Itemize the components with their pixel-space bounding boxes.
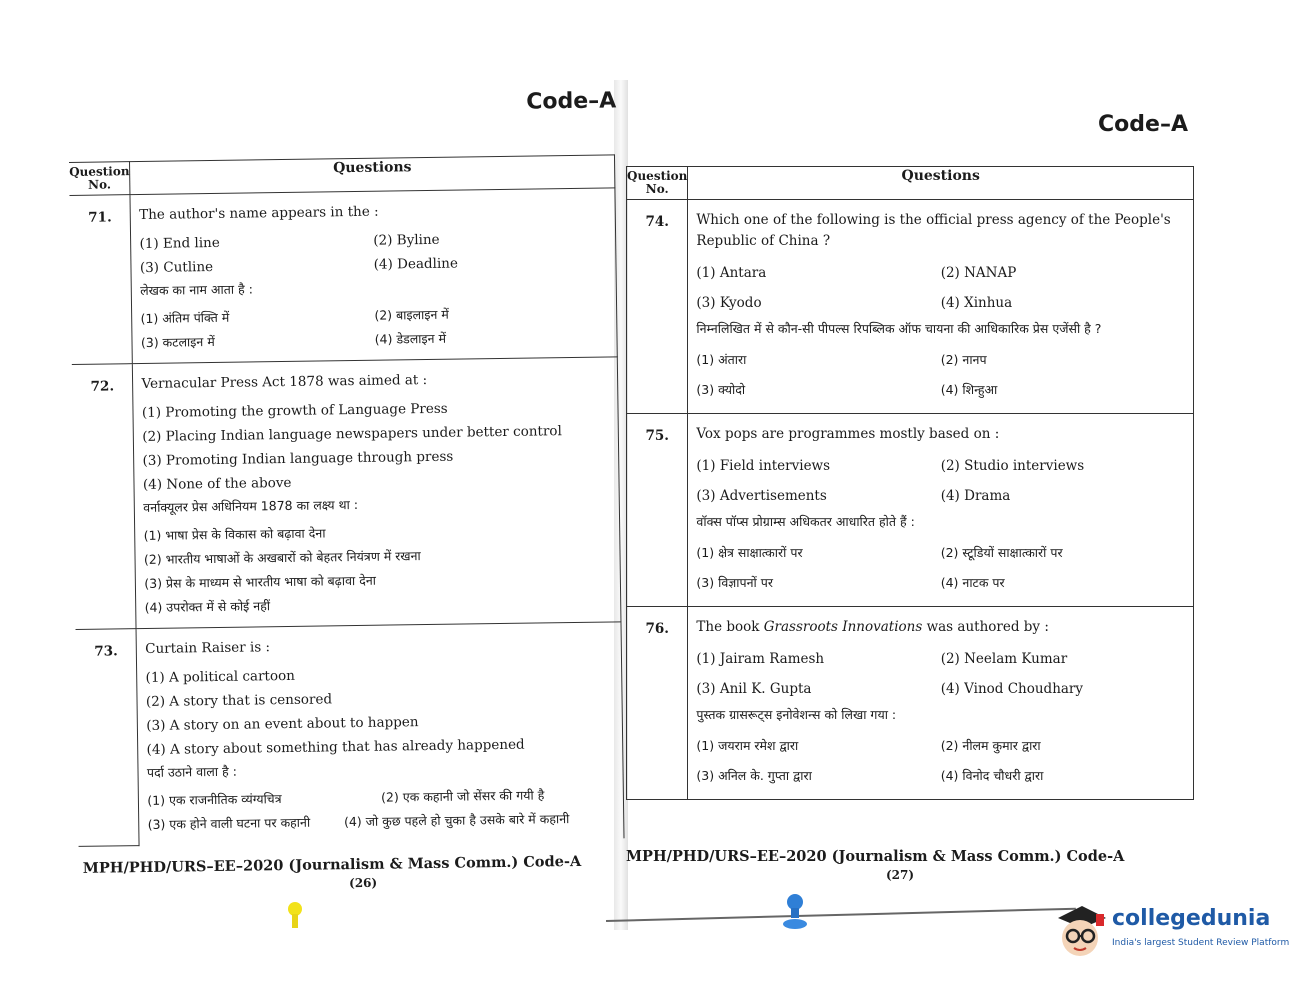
- option: (2) Byline: [373, 231, 440, 249]
- option: (3) Cutline: [139, 258, 214, 277]
- option: (4) Drama: [940, 488, 1011, 504]
- hindi-option: (2) नानप: [940, 352, 987, 367]
- right-code-label: Code–A: [1098, 112, 1188, 137]
- table-edge-line: [606, 908, 1076, 922]
- hindi-option: (1) जयराम रमेश द्वारा: [696, 738, 799, 753]
- hindi-option: (2) नीलम कुमार द्वारा: [940, 738, 1041, 753]
- question-stem: Which one of the following is the official press agency of the People's Republic of China ?: [696, 212, 1171, 249]
- hindi-stem: लेखक का नाम आता है :: [140, 281, 253, 299]
- hindi-stem: वर्नाक्यूलर प्रेस अधिनियम 1878 का लक्ष्य था :: [143, 496, 359, 515]
- hindi-option: (2) स्टूडियों साक्षात्कारों पर: [940, 545, 1063, 560]
- option: (3) Promoting Indian language through press: [142, 448, 454, 469]
- left-page: [68, 82, 627, 900]
- option: (4) Deadline: [373, 255, 459, 273]
- option: (3) Advertisements: [696, 488, 827, 504]
- right-page: [626, 100, 1196, 890]
- question-stem: Curtain Raiser is :: [145, 639, 271, 657]
- question-row-76: [627, 607, 1194, 800]
- hindi-stem: पुस्तक ग्रासरूट्स इनोवेशन्स को लिखा गया :: [696, 707, 897, 722]
- option: (2) Studio interviews: [940, 458, 1085, 474]
- hindi-option: (4) डेडलाइन में: [374, 330, 447, 347]
- option: (4) None of the above: [142, 474, 292, 493]
- hindi-option: (3) अनिल के. गुप्ता द्वारा: [696, 768, 812, 783]
- left-code-label: Code–A: [526, 88, 617, 115]
- collegedunia-logo: [1050, 900, 1290, 962]
- hindi-option: (3) क्योदो: [696, 382, 746, 397]
- option: (1) End line: [139, 234, 220, 253]
- hindi-option: (3) कटलाइन में: [140, 333, 215, 351]
- question-stem: The author's name appears in the :: [139, 203, 379, 224]
- option: (1) A political cartoon: [145, 667, 295, 686]
- table-header: [627, 167, 1194, 200]
- option: (2) A story that is censored: [145, 691, 333, 710]
- book-title: Grassroots Innovations: [763, 619, 923, 635]
- question-number: 73.: [76, 629, 140, 846]
- option: (2) NANAP: [940, 265, 1017, 281]
- mascot-icon: [1050, 900, 1110, 962]
- question-row-71: [69, 188, 617, 365]
- hindi-option: (1) एक राजनीतिक व्यंग्यचित्र: [147, 791, 282, 808]
- logo-tagline: India's largest Student Review Platform: [1112, 938, 1290, 948]
- question-no-header: Question No.: [627, 167, 688, 200]
- right-page-number: (27): [886, 868, 915, 882]
- question-number: 71.: [69, 195, 132, 365]
- hindi-stem: निम्नलिखित में से कौन-सी पीपल्स रिपब्लिक ऑफ चायना की आधिकारिक प्रेस एजेंसी है ?: [696, 321, 1102, 336]
- yellow-pin-icon: [284, 900, 306, 930]
- option: (1) Jairam Ramesh: [696, 651, 825, 667]
- option: (4) Xinhua: [940, 295, 1013, 311]
- logo-name: collegedunia: [1112, 906, 1271, 931]
- hindi-option: (3) विज्ञापनों पर: [696, 575, 773, 590]
- option: (2) Placing Indian language newspapers under better control: [142, 423, 562, 445]
- question-row-74: [627, 200, 1194, 414]
- questions-header: Questions: [130, 155, 615, 195]
- option: (1) Field interviews: [696, 458, 831, 474]
- hindi-option: (4) विनोद चौधरी द्वारा: [940, 768, 1044, 783]
- option: (4) A story about something that has already happened: [146, 736, 525, 758]
- question-no-header: Question No.: [69, 162, 130, 196]
- right-question-table: [626, 166, 1194, 800]
- hindi-option: (2) एक कहानी जो सेंसर की गयी है: [381, 787, 545, 805]
- hindi-stem: पर्दा उठाने वाला है :: [146, 763, 237, 780]
- option: (2) Neelam Kumar: [940, 651, 1068, 667]
- question-row-73: [76, 622, 624, 846]
- question-number: 74.: [627, 200, 688, 414]
- option: (4) Vinod Choudhary: [940, 681, 1084, 697]
- blue-pin-icon: [782, 892, 808, 932]
- question-stem: The book Grassroots Innovations was authored by :: [696, 619, 1049, 635]
- left-page-number: (26): [349, 875, 378, 891]
- hindi-option: (1) अंतारा: [696, 352, 747, 367]
- option: (1) Antara: [696, 265, 767, 281]
- option: (3) Kyodo: [696, 295, 762, 311]
- questions-header: Questions: [688, 167, 1194, 200]
- left-footer: MPH/PHD/URS–EE–2020 (Journalism & Mass Comm.) Code-A: [82, 852, 582, 877]
- hindi-option: (1) क्षेत्र साक्षात्कारों पर: [696, 545, 803, 560]
- hindi-option: (3) एक होने वाली घटना पर कहानी: [147, 814, 311, 832]
- hindi-option: (4) जो कुछ पहले हो चुका है उसके बारे में कहानी: [343, 811, 570, 830]
- option: (3) A story on an event about to happen: [146, 714, 419, 734]
- left-question-table: [69, 154, 625, 846]
- question-stem: Vernacular Press Act 1878 was aimed at :: [141, 372, 428, 393]
- hindi-option: (4) उपरोक्त में से कोई नहीं: [144, 598, 271, 615]
- question-number: 76.: [627, 607, 688, 800]
- hindi-option: (2) भारतीय भाषाओं के अखबारों को बेहतर नियंत्रण में रखना: [143, 548, 421, 567]
- hindi-option: (3) प्रेस के माध्यम से भारतीय भाषा को बढ़ावा देना: [144, 572, 377, 591]
- hindi-option: (1) अंतिम पंक्ति में: [140, 309, 230, 327]
- option: (1) Promoting the growth of Language Press: [141, 400, 448, 421]
- hindi-option: (1) भाषा प्रेस के विकास को बढ़ावा देना: [143, 525, 326, 543]
- question-row-75: [627, 414, 1194, 607]
- question-number: 75.: [627, 414, 688, 607]
- question-row-72: [72, 357, 621, 630]
- question-number: 72.: [72, 364, 137, 630]
- right-footer: MPH/PHD/URS–EE–2020 (Journalism & Mass Comm.) Code-A: [626, 848, 1125, 865]
- hindi-stem: वॉक्स पॉप्स प्रोग्राम्स अधिकतर आधारित होते हैं :: [696, 514, 915, 529]
- option: (3) Anil K. Gupta: [696, 681, 812, 697]
- hindi-option: (4) नाटक पर: [940, 575, 1005, 590]
- hindi-option: (4) शिन्हुआ: [940, 382, 998, 397]
- question-stem: Vox pops are programmes mostly based on :: [696, 426, 1000, 442]
- hindi-option: (2) बाइलाइन में: [374, 306, 449, 323]
